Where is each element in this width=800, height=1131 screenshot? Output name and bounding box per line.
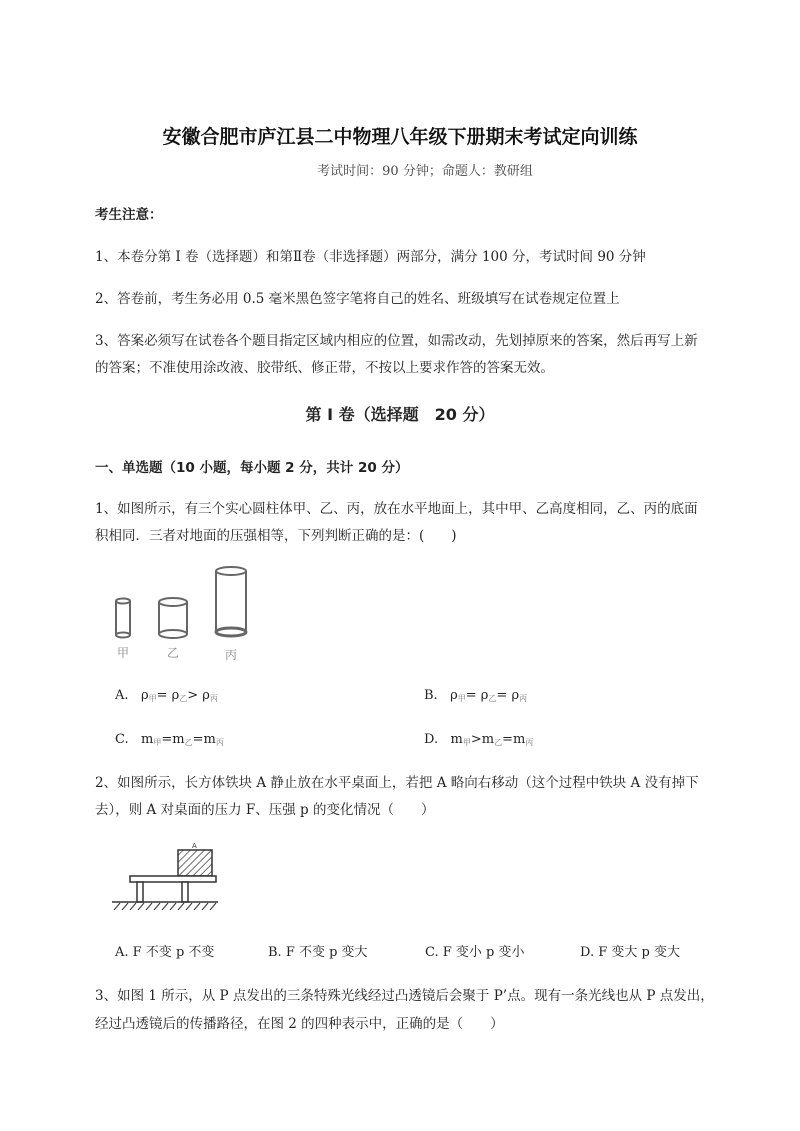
q2-option-a[interactable]: A. F 不变 p 不变: [115, 945, 215, 960]
notice-heading: 考生注意：: [95, 207, 163, 223]
notice-item-3-line-2: 的答案；不准使用涂改液、胶带纸、修正带，不按以上要求作答的答案无效。: [95, 360, 554, 376]
q1-option-c[interactable]: C. m甲=m乙=m丙: [115, 732, 224, 747]
q2-option-b[interactable]: B. F 不变 p 变大: [268, 945, 368, 960]
q1-cylinders-figure: [105, 560, 265, 665]
q3-stem-line-2: 经过凸透镜后的传播路径，在图 2 的四种表示中，正确的是（ ）: [95, 1016, 504, 1032]
q1-stem-line-2: 积相同．三者对地面的压强相等，下列判断正确的是：( ): [95, 528, 457, 544]
notice-item-1: 1、本卷分第 I 卷（选择题）和第Ⅱ卷（非选择题）两部分，满分 100 分，考试时间 90 分钟: [95, 249, 646, 265]
q3-stem-line-1: 3、如图 1 所示，从 P 点发出的三条特殊光线经过凸透镜后会聚于 P’点。现有一条光线也从 P 点发出，: [95, 988, 714, 1004]
q2-table-figure: [110, 838, 230, 918]
q2-option-c[interactable]: C. F 变小 p 变小: [425, 945, 525, 960]
section-title: 第 I 卷（选择题 20 分）: [305, 405, 495, 424]
q1-option-b[interactable]: B. ρ甲= ρ乙= ρ丙: [424, 688, 528, 703]
q2-option-d[interactable]: D. F 变大 p 变大: [580, 945, 680, 960]
q1-option-a[interactable]: A. ρ甲= ρ乙> ρ丙: [115, 688, 218, 703]
exam-info: 考试时间：90 分钟；命题人：教研组: [317, 164, 533, 179]
q1-option-d[interactable]: D. m甲>m乙=m丙: [424, 732, 534, 747]
q2-stem-line-1: 2、如图所示，长方体铁块 A 静止放在水平桌面上，若把 A 略向右移动（这个过程中铁块 A 没有掉下: [95, 775, 699, 791]
label-yi: 乙: [167, 646, 180, 660]
block-label: A: [192, 842, 197, 850]
label-bing: 丙: [225, 648, 238, 662]
iron-block-a: [178, 850, 212, 876]
table-leg-right: [182, 882, 188, 902]
q1-stem-line-1: 1、如图所示，有三个实心圆柱体甲、乙、丙，放在水平地面上，其中甲、乙高度相同，乙、丙的底面: [95, 501, 698, 517]
ground-hatch: [114, 903, 216, 910]
table-top: [130, 876, 216, 882]
cylinder-jia: [116, 599, 130, 638]
table-leg-left: [137, 882, 143, 902]
page-title: 安徽合肥市庐江县二中物理八年级下册期末考试定向训练: [162, 126, 638, 148]
sub-section-title: 一、单选题（10 小题，每小题 2 分，共计 20 分）: [95, 460, 409, 476]
notice-item-2: 2、答卷前，考生务必用 0.5 毫米黑色签字笔将自己的姓名、班级填写在试卷规定位置上: [95, 291, 620, 307]
cylinder-bing: [216, 567, 246, 636]
q2-stem-line-2: 去），则 A 对桌面的压力 F、压强 p 的变化情况（ ）: [95, 802, 435, 818]
cylinder-yi: [159, 598, 187, 638]
label-jia: 甲: [117, 646, 130, 660]
notice-item-3-line-1: 3、答案必须写在试卷各个题目指定区域内相应的位置，如需改动，先划掉原来的答案，然后再写上新: [95, 333, 698, 349]
